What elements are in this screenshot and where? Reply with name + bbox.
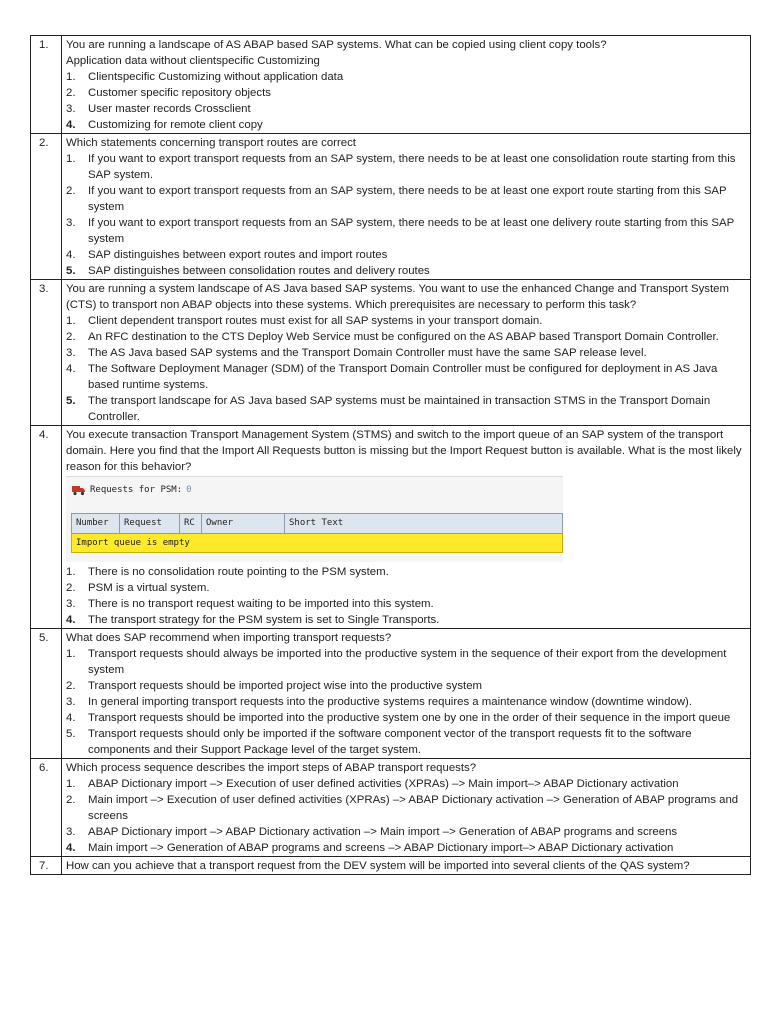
option-number: 5. [66, 395, 76, 407]
option-text: User master records Crossclient [88, 103, 251, 115]
answer-option [66, 85, 746, 101]
question-number: 7. [31, 857, 62, 875]
answer-option [66, 580, 746, 596]
question-text: Which statements concerning transport routes are correct [66, 137, 356, 149]
question-table [30, 35, 751, 875]
option-number: 2. [66, 680, 76, 692]
question-text: You are running a landscape of AS ABAP based SAP systems. What can be copied using client copy tools? Application data without clientspecific Customizing [66, 39, 607, 67]
option-list [66, 646, 746, 758]
question-number: 5. [31, 629, 62, 759]
answer-option [66, 393, 746, 425]
empty-queue-message: Import queue is empty [72, 534, 563, 553]
option-text: Clientspecific Customizing without application data [88, 71, 344, 83]
answer-option [66, 247, 746, 263]
question-text: How can you achieve that a transport request from the DEV system will be imported into several clients of the QAS system? [66, 860, 690, 872]
option-list [66, 776, 746, 856]
option-number: 3. [66, 696, 76, 708]
answer-option [66, 678, 746, 694]
answer-option [66, 345, 746, 361]
option-list [66, 313, 746, 425]
answer-option [66, 840, 746, 856]
option-text: An RFC destination to the CTS Deploy Web Service must be configured on the AS ABAP based Transport Domain Controller. [88, 331, 719, 343]
question-row [31, 857, 751, 875]
option-text: The transport landscape for AS Java based SAP systems must be maintained in transaction STMS in the Transport Domain Controller. [88, 395, 711, 423]
question-text: Which process sequence describes the import steps of ABAP transport requests? [66, 762, 477, 774]
option-text: ABAP Dictionary import –> Execution of user defined activities (XPRAs) –> Main import–> ABAP Dictionary activation [88, 778, 679, 790]
column-header: Owner [202, 514, 285, 534]
option-number: 4. [66, 249, 76, 261]
option-number: 2. [66, 794, 76, 806]
column-header: Short Text [285, 514, 563, 534]
question-body [62, 280, 751, 426]
column-header: RC [180, 514, 202, 534]
answer-option [66, 101, 746, 117]
answer-option [66, 824, 746, 840]
option-text: In general importing transport requests into the productive systems requires a maintenance window (downtime window). [88, 696, 692, 708]
option-text: SAP distinguishes between export routes and import routes [88, 249, 388, 261]
option-text: Main import –> Execution of user defined activities (XPRAs) –> ABAP Dictionary activation –> Generation of ABAP programs and screens [88, 794, 739, 822]
question-text: What does SAP recommend when importing transport requests? [66, 632, 392, 644]
option-text: Client dependent transport routes must exist for all SAP systems in your transport domain. [88, 315, 543, 327]
answer-option [66, 183, 746, 215]
answer-option [66, 329, 746, 345]
question-row [31, 426, 751, 629]
question-row [31, 280, 751, 426]
question-body [62, 857, 751, 875]
option-number: 3. [66, 347, 76, 359]
option-number: 4. [66, 119, 76, 131]
option-text: Transport requests should only be imported if the software component vector of the transport requests fit to the software components and their Support Package level of the target system. [88, 728, 692, 756]
question-body [62, 629, 751, 759]
option-text: Transport requests should be imported into the productive system one by one in the order of their sequence in the import queue [88, 712, 731, 724]
option-text: The Software Deployment Manager (SDM) of the Transport Domain Controller must be configured for deployment in AS Java based runtime systems. [88, 363, 718, 391]
answer-option [66, 215, 746, 247]
answer-option [66, 792, 746, 824]
option-number: 1. [66, 71, 76, 83]
option-number: 4. [66, 712, 76, 724]
option-number: 2. [66, 185, 76, 197]
question-number: 4. [31, 426, 62, 629]
question-body [62, 36, 751, 134]
answer-option [66, 694, 746, 710]
option-list [66, 69, 746, 133]
option-text: PSM is a virtual system. [88, 582, 210, 594]
option-number: 4. [66, 363, 76, 375]
question-body [62, 759, 751, 857]
question-row [31, 759, 751, 857]
answer-option [66, 646, 746, 678]
option-number: 1. [66, 153, 76, 165]
option-number: 1. [66, 648, 76, 660]
answer-option [66, 710, 746, 726]
truck-icon [72, 484, 86, 496]
answer-option [66, 612, 746, 628]
answer-option [66, 776, 746, 792]
option-number: 1. [66, 566, 76, 578]
answer-option [66, 263, 746, 279]
option-text: There is no consolidation route pointing to the PSM system. [88, 566, 389, 578]
answer-option [66, 117, 746, 133]
question-row [31, 36, 751, 134]
option-number: 3. [66, 103, 76, 115]
option-text: The AS Java based SAP systems and the Transport Domain Controller must have the same SAP release level. [88, 347, 647, 359]
question-number: 6. [31, 759, 62, 857]
option-number: 2. [66, 582, 76, 594]
option-number: 1. [66, 778, 76, 790]
answer-option [66, 726, 746, 758]
option-number: 2. [66, 331, 76, 343]
option-text: Customizing for remote client copy [88, 119, 263, 131]
requests-title: Requests for PSM: [90, 485, 183, 495]
option-number: 2. [66, 87, 76, 99]
option-list [66, 564, 746, 628]
option-number: 4. [66, 614, 76, 626]
option-list [66, 151, 746, 279]
question-row [31, 629, 751, 759]
answer-option [66, 596, 746, 612]
option-text: If you want to export transport requests from an SAP system, there needs to be at least one delivery route starting from this SAP system [88, 217, 735, 245]
option-text: ABAP Dictionary import –> ABAP Dictionary activation –> Main import –> Generation of ABAP programs and screens [88, 826, 678, 838]
option-text: Transport requests should be imported project wise into the productive system [88, 680, 483, 692]
option-text: Main import –> Generation of ABAP programs and screens –> ABAP Dictionary import–> ABAP Dictionary activation [88, 842, 674, 854]
answer-option [66, 69, 746, 85]
question-text: You are running a system landscape of AS Java based SAP systems. You want to use the enhanced Change and Transport System (CTS) to transport non ABAP objects into these systems. Which prerequisites are necessary to perform this task? [66, 283, 729, 311]
option-text: SAP distinguishes between consolidation routes and delivery routes [88, 265, 430, 277]
question-body [62, 134, 751, 280]
question-number: 3. [31, 280, 62, 426]
option-text: Transport requests should always be imported into the productive system in the sequence of their export from the development system [88, 648, 727, 676]
option-number: 3. [66, 826, 76, 838]
answer-option [66, 564, 746, 580]
question-row [31, 134, 751, 280]
option-text: Customer specific repository objects [88, 87, 271, 99]
option-number: 1. [66, 315, 76, 327]
column-header: Number [72, 514, 120, 534]
document-page [30, 35, 751, 875]
option-number: 3. [66, 217, 76, 229]
option-text: The transport strategy for the PSM system is set to Single Transports. [88, 614, 440, 626]
question-body [62, 426, 751, 629]
option-text: If you want to export transport requests from an SAP system, there needs to be at least one export route starting from this SAP system [88, 185, 727, 213]
requests-header [72, 483, 192, 497]
column-header: Request [120, 514, 180, 534]
answer-option [66, 361, 746, 393]
transport-requests-screenshot [66, 476, 563, 562]
option-text: If you want to export transport requests from an SAP system, there needs to be at least one consolidation route starting from this SAP system. [88, 153, 736, 181]
answer-option [66, 151, 746, 183]
option-number: 5. [66, 265, 76, 277]
requests-grid [71, 513, 563, 553]
option-number: 4. [66, 842, 76, 854]
option-number: 5. [66, 728, 76, 740]
answer-option [66, 313, 746, 329]
question-number: 1. [31, 36, 62, 134]
option-text: There is no transport request waiting to be imported into this system. [88, 598, 434, 610]
question-number: 2. [31, 134, 62, 280]
option-number: 3. [66, 598, 76, 610]
request-count: 0 [186, 485, 192, 495]
question-text: You execute transaction Transport Management System (STMS) and switch to the import queue of an SAP system of the transport domain. Here you find that the Import All Requests button is missing but the Import Request button is available. What is the most likely reason for this behavior? [66, 429, 742, 473]
